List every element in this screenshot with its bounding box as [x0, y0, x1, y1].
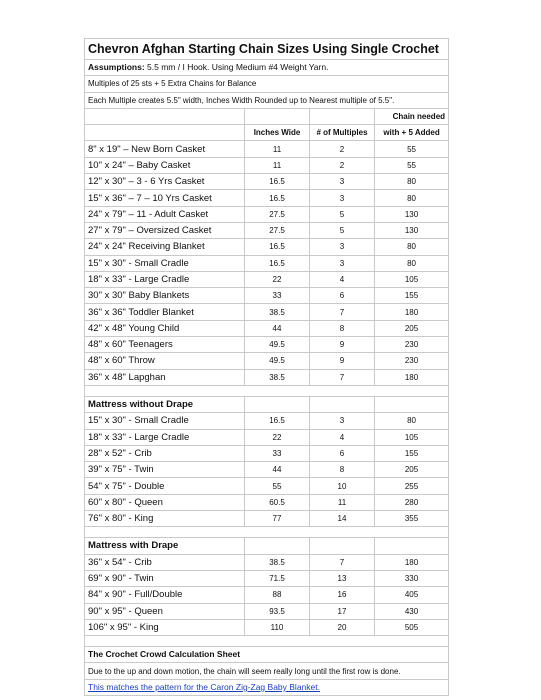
- table-row: [85, 304, 449, 320]
- multiples-cell: 5: [310, 222, 375, 238]
- size-cell: 84" x 90" - Full/Double: [85, 587, 245, 603]
- inches-cell: 16.5: [245, 413, 310, 429]
- inches-cell: 88: [245, 587, 310, 603]
- inches-cell: 16.5: [245, 190, 310, 206]
- chain-cell: 330: [375, 570, 449, 586]
- multiples-cell: 7: [310, 369, 375, 385]
- header-inches-wide: Inches Wide: [245, 125, 310, 141]
- table-row: [85, 511, 449, 527]
- inches-cell: 16.5: [245, 239, 310, 255]
- multiples-cell: 6: [310, 288, 375, 304]
- inches-cell: 16.5: [245, 174, 310, 190]
- inches-cell: 33: [245, 288, 310, 304]
- multiples-cell: 3: [310, 413, 375, 429]
- multiples-cell: 8: [310, 320, 375, 336]
- inches-cell: 16.5: [245, 255, 310, 271]
- table-row: [85, 478, 449, 494]
- size-cell: 36" x 54" - Crib: [85, 554, 245, 570]
- inches-cell: 71.5: [245, 570, 310, 586]
- table-row: [85, 369, 449, 385]
- size-cell: 8" x 19" – New Born Casket: [85, 141, 245, 157]
- size-cell: 36" x 48" Lapghan: [85, 369, 245, 385]
- size-cell: 42" x 48" Young Child: [85, 320, 245, 336]
- inches-cell: 27.5: [245, 222, 310, 238]
- inches-cell: 44: [245, 320, 310, 336]
- size-cell: 30" x 30" Baby Blankets: [85, 288, 245, 304]
- header-multiples: # of Multiples: [310, 125, 375, 141]
- assumptions-text: 5.5 mm / I Hook. Using Medium #4 Weight Yarn.: [147, 62, 329, 73]
- inches-cell: 27.5: [245, 206, 310, 222]
- table-row: [85, 353, 449, 369]
- size-cell: 69" x 90" - Twin: [85, 570, 245, 586]
- table-row: [85, 494, 449, 510]
- size-cell: 15" x 30" - Small Cradle: [85, 255, 245, 271]
- table-row: [85, 429, 449, 445]
- chain-cell: 255: [375, 478, 449, 494]
- section-title-with-drape: Mattress with Drape: [85, 538, 245, 554]
- inches-cell: 38.5: [245, 304, 310, 320]
- multiples-cell: 14: [310, 511, 375, 527]
- inches-cell: 77: [245, 511, 310, 527]
- assumptions-row: [85, 60, 449, 76]
- size-cell: 12" x 30" – 3 - 6 Yrs Casket: [85, 174, 245, 190]
- multiples-cell: 3: [310, 239, 375, 255]
- multiples-cell: 3: [310, 255, 375, 271]
- table-row: [85, 619, 449, 635]
- inches-cell: 11: [245, 141, 310, 157]
- chain-cell: 230: [375, 353, 449, 369]
- sheet-title: Chevron Afghan Starting Chain Sizes Using Single Crochet: [85, 39, 449, 60]
- multiples-cell: 9: [310, 337, 375, 353]
- chain-cell: 80: [375, 174, 449, 190]
- multiples-cell: 7: [310, 304, 375, 320]
- chain-cell: 130: [375, 206, 449, 222]
- size-cell: 15" x 36" – 7 – 10 Yrs Casket: [85, 190, 245, 206]
- chain-cell: 280: [375, 494, 449, 510]
- multiples-cell: 7: [310, 554, 375, 570]
- spreadsheet: [84, 38, 448, 696]
- header-chain-added: with + 5 Added: [375, 125, 449, 141]
- size-cell: 10" x 24" – Baby Casket: [85, 157, 245, 173]
- multiples-cell: 3: [310, 174, 375, 190]
- table-row: [85, 157, 449, 173]
- table-row: [85, 255, 449, 271]
- table-row: [85, 337, 449, 353]
- footer-note: Due to the up and down motion, the chain will seem really long until the first row is done.: [85, 663, 449, 679]
- table-row: [85, 413, 449, 429]
- chain-cell: 405: [375, 587, 449, 603]
- inches-cell: 11: [245, 157, 310, 173]
- chain-cell: 105: [375, 271, 449, 287]
- inches-cell: 110: [245, 619, 310, 635]
- pattern-link[interactable]: This matches the pattern for the Caron Zig-Zag Baby Blanket.: [88, 681, 320, 692]
- table-row: [85, 239, 449, 255]
- multiples-cell: 13: [310, 570, 375, 586]
- multiples-cell: 4: [310, 429, 375, 445]
- size-cell: 28" x 52" - Crib: [85, 445, 245, 461]
- chain-cell: 80: [375, 190, 449, 206]
- inches-cell: 38.5: [245, 554, 310, 570]
- chain-cell: 355: [375, 511, 449, 527]
- size-cell: 18" x 33" - Large Cradle: [85, 429, 245, 445]
- size-cell: 60" x 80" - Queen: [85, 494, 245, 510]
- chain-cell: 205: [375, 320, 449, 336]
- chain-cell: 55: [375, 157, 449, 173]
- chain-cell: 505: [375, 619, 449, 635]
- chain-table: [84, 38, 449, 696]
- multiples-cell: 17: [310, 603, 375, 619]
- table-row: [85, 206, 449, 222]
- inches-cell: 38.5: [245, 369, 310, 385]
- multiples-cell: 6: [310, 445, 375, 461]
- size-cell: 18" x 33" - Large Cradle: [85, 271, 245, 287]
- inches-cell: 49.5: [245, 353, 310, 369]
- inches-cell: 22: [245, 271, 310, 287]
- chain-cell: 80: [375, 255, 449, 271]
- table-row: [85, 603, 449, 619]
- multiples-cell: 2: [310, 157, 375, 173]
- size-cell: 24" x 24" Receiving Blanket: [85, 239, 245, 255]
- footer-title: The Crochet Crowd Calculation Sheet: [85, 647, 449, 663]
- table-row: [85, 288, 449, 304]
- header-chain-needed: Chain needed: [375, 108, 449, 124]
- inches-cell: 55: [245, 478, 310, 494]
- table-row: [85, 190, 449, 206]
- size-cell: 39" x 75" - Twin: [85, 462, 245, 478]
- chain-cell: 105: [375, 429, 449, 445]
- multiples-cell: 2: [310, 141, 375, 157]
- multiples-cell: 3: [310, 190, 375, 206]
- chain-cell: 205: [375, 462, 449, 478]
- chain-cell: 155: [375, 288, 449, 304]
- inches-cell: 93.5: [245, 603, 310, 619]
- table-row: [85, 320, 449, 336]
- table-row: [85, 462, 449, 478]
- table-row: [85, 554, 449, 570]
- chain-cell: 130: [375, 222, 449, 238]
- chain-cell: 155: [375, 445, 449, 461]
- size-cell: 48" x 60" Throw: [85, 353, 245, 369]
- size-cell: 27" x 79" – Oversized Casket: [85, 222, 245, 238]
- size-cell: 24" x 79" – 11 - Adult Casket: [85, 206, 245, 222]
- table-row: [85, 141, 449, 157]
- note-width: Each Multiple creates 5.5" width, Inches Width Rounded up to Nearest multiple of 5.5".: [85, 92, 449, 108]
- inches-cell: 22: [245, 429, 310, 445]
- table-row: [85, 222, 449, 238]
- chain-cell: 230: [375, 337, 449, 353]
- multiples-cell: 16: [310, 587, 375, 603]
- multiples-cell: 8: [310, 462, 375, 478]
- multiples-cell: 11: [310, 494, 375, 510]
- multiples-cell: 4: [310, 271, 375, 287]
- table-row: [85, 174, 449, 190]
- size-cell: 106" x 95" - King: [85, 619, 245, 635]
- multiples-cell: 5: [310, 206, 375, 222]
- size-cell: 54" x 75" - Double: [85, 478, 245, 494]
- chain-cell: 80: [375, 413, 449, 429]
- multiples-cell: 9: [310, 353, 375, 369]
- chain-cell: 180: [375, 554, 449, 570]
- inches-cell: 49.5: [245, 337, 310, 353]
- table-row: [85, 570, 449, 586]
- table-row: [85, 587, 449, 603]
- table-row: [85, 271, 449, 287]
- size-cell: 36" x 36" Toddler Blanket: [85, 304, 245, 320]
- size-cell: 48" x 60" Teenagers: [85, 337, 245, 353]
- size-cell: 15" x 30" - Small Cradle: [85, 413, 245, 429]
- chain-cell: 430: [375, 603, 449, 619]
- inches-cell: 60.5: [245, 494, 310, 510]
- chain-cell: 180: [375, 369, 449, 385]
- inches-cell: 44: [245, 462, 310, 478]
- chain-cell: 80: [375, 239, 449, 255]
- chain-cell: 55: [375, 141, 449, 157]
- assumptions-label: Assumptions:: [88, 62, 145, 73]
- section-title-no-drape: Mattress without Drape: [85, 396, 245, 412]
- multiples-cell: 10: [310, 478, 375, 494]
- table-row: [85, 445, 449, 461]
- note-multiples: Multiples of 25 sts + 5 Extra Chains for Balance: [85, 76, 449, 92]
- inches-cell: 33: [245, 445, 310, 461]
- multiples-cell: 20: [310, 619, 375, 635]
- size-cell: 90" x 95" - Queen: [85, 603, 245, 619]
- chain-cell: 180: [375, 304, 449, 320]
- size-cell: 76" x 80" - King: [85, 511, 245, 527]
